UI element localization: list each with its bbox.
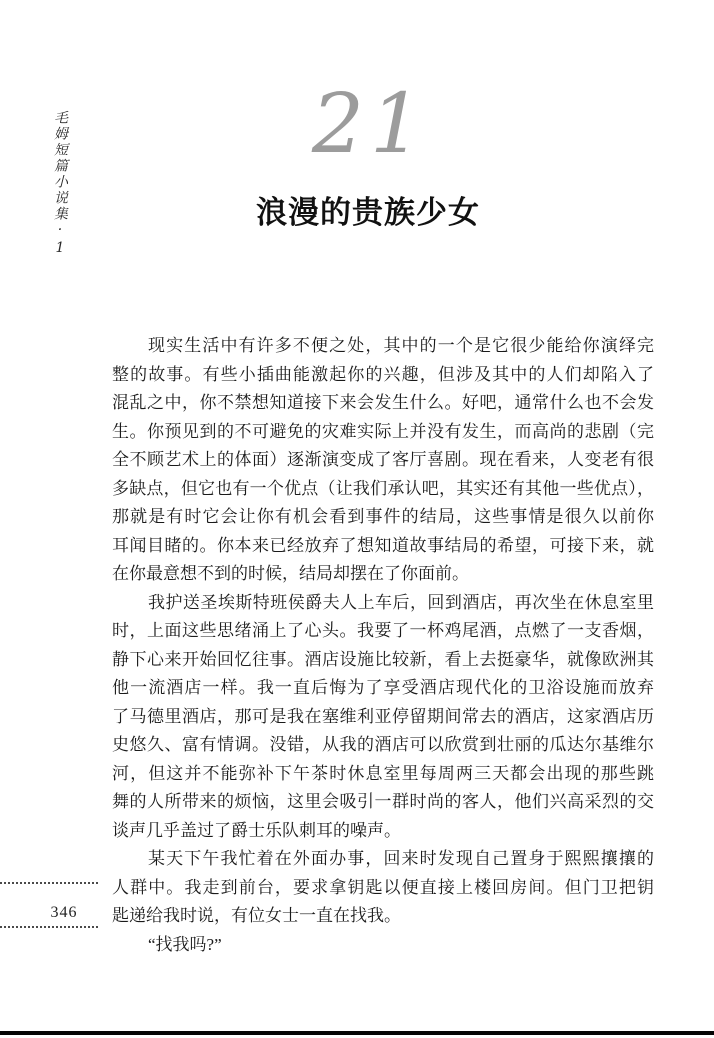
dotted-rule-bottom (0, 926, 98, 928)
text-line: 河，但这并不能弥补下午茶时休息室里每周两三天都会出现的那些跳 (112, 763, 654, 783)
text-line: 多缺点，但它也有一个优点（让我们承认吧，其实还有其他一些优点）， (112, 478, 654, 498)
text-line: 那就是有时它会让你有机会看到事件的结局，这些事情是很久以前你 (112, 507, 654, 526)
text-line: 在你最意想不到的时候，结局却摆在了你面前。 (112, 564, 469, 583)
body-text (112, 332, 654, 959)
text-line: 我护送圣埃斯特班侯爵夫人上车后，回到酒店，再次坐在休息室里 (148, 592, 654, 612)
chapter-title: 浪漫的贵族少女 (256, 195, 480, 230)
text-line: 他一流酒店一样。我一直后悔为了享受酒店现代化的卫浴设施而放弃 (112, 678, 654, 697)
text-line: 整的故事。有些小插曲能激起你的兴趣，但涉及其中的人们却陷入了 (112, 364, 654, 384)
text-line: 耳闻目睹的。你本来已经放弃了想知道故事结局的希望，可接下来，就 (112, 535, 654, 555)
text-line: 了马德里酒店，那可是我在塞维利亚停留期间常去的酒店，这家酒店历 (112, 706, 654, 726)
page-bottom-edge (0, 1031, 714, 1035)
text-line: 现实生活中有许多不便之处，其中的一个是它很少能给你演绎完 (148, 336, 654, 355)
series-title-vertical: 毛姆短篇小说集·1 (52, 110, 68, 258)
text-line: 史悠久、富有情调。没错，从我的酒店可以欣赏到壮丽的瓜达尔基维尔 (112, 735, 654, 754)
dotted-rule-top (0, 882, 98, 884)
text-line: 匙递给我时说，有位女士一直在找我。 (112, 906, 401, 925)
folio-block (0, 882, 98, 928)
text-line: 人群中。我走到前台，要求拿钥匙以便直接上楼回房间。但门卫把钥 (112, 877, 654, 897)
text-line: “找我吗?” (148, 934, 222, 954)
text-line: 静下心来开始回忆往事。酒店设施比较新，看上去挺豪华，就像欧洲其 (112, 649, 654, 669)
text-line: 生。你预见到的不可避免的灾难实际上并没有发生，而高尚的悲剧（完 (112, 421, 654, 441)
text-line: 某天下午我忙着在外面办事，回来时发现自己置身于熙熙攘攘的 (148, 849, 654, 868)
text-line: 混乱之中，你不禁想知道接下来会发生什么。好吧，通常什么也不会发 (112, 393, 654, 412)
chapter-number: 21 (311, 77, 429, 172)
text-line: 舞的人所带来的烦恼，这里会吸引一群时尚的客人，他们兴高采烈的交 (112, 792, 654, 811)
text-line: 全不顾艺术上的体面）逐渐演变成了客厅喜剧。现在看来，人变老有很 (112, 450, 654, 469)
text-line: 时，上面这些思绪涌上了心头。我要了一杯鸡尾酒，点燃了一支香烟， (112, 621, 654, 640)
page-number: 346 (50, 904, 78, 921)
text-line: 谈声几乎盖过了爵士乐队刺耳的噪声。 (112, 820, 401, 840)
